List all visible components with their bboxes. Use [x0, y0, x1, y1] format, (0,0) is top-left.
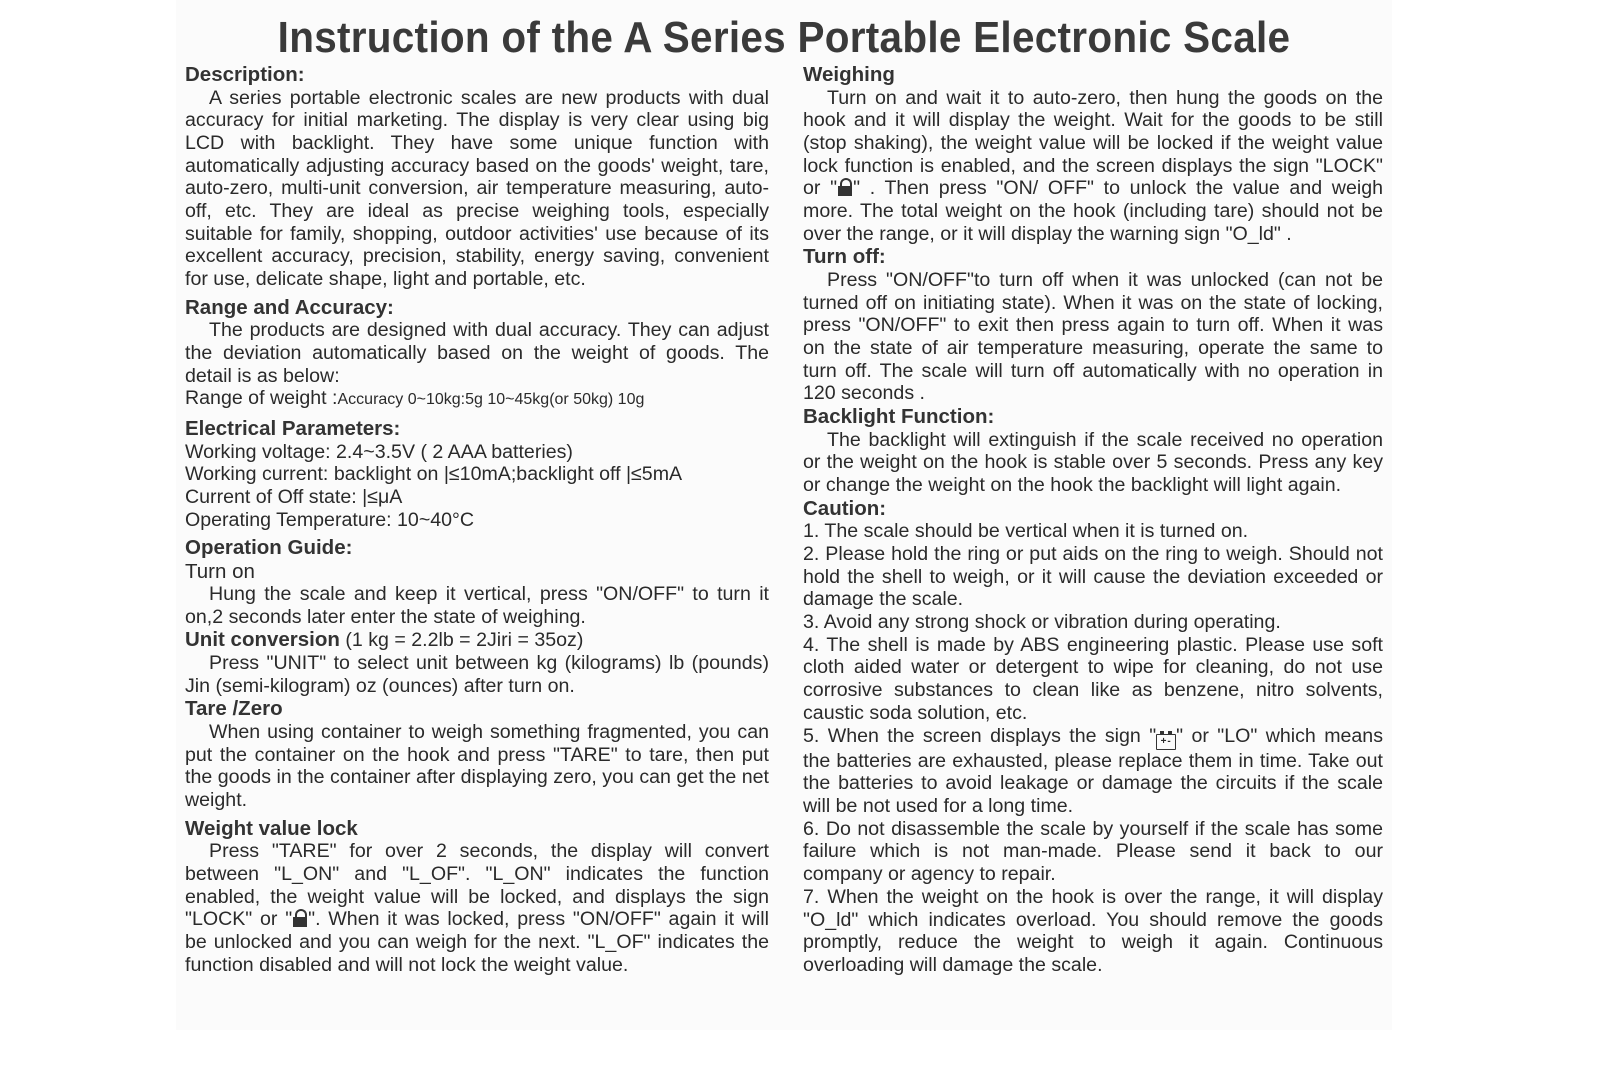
heading-turn-off: Turn off:	[803, 245, 886, 269]
weighing-text-b: " . Then press "ON/ OFF" to unlock the value and weigh more. The total weight on the hook (including tare) should not be over the range, or it will display the warning sign "O_ld" .	[803, 177, 1383, 245]
heading-caution: Caution:	[803, 496, 887, 520]
section-weighing	[803, 63, 1383, 245]
section-range-accuracy	[185, 296, 769, 412]
electrical-line: Working current: backlight on |≤10mA;backlight off |≤5mA	[185, 463, 683, 486]
section-electrical	[185, 417, 769, 531]
battery-icon-text: +-	[1160, 735, 1172, 747]
range-accuracy-text: The products are designed with dual accuracy. They can adjust the deviation automatically based on the weight of goods. The detail is as below:	[185, 319, 769, 387]
section-operation-guide	[185, 536, 769, 976]
right-column	[803, 63, 1383, 977]
subheading-unit-conversion: Unit conversion	[185, 628, 340, 652]
document-title: Instruction of the A Series Portable Electronic Scale	[277, 13, 1291, 62]
caution-item: 2. Please hold the ring or put aids on the ring to weigh. Should not hold the shell to weigh, or it will cause the deviation exceeded or damage the scale.	[803, 542, 1383, 611]
caution-item: 6. Do not disassemble the scale by yourself if the scale has some failure which is not man-made. Please send it back to our company or agency to repair.	[803, 817, 1383, 886]
caution-item: 1. The scale should be vertical when it is turned on.	[803, 520, 1249, 543]
electrical-line: Working voltage: 2.4~3.5V ( 2 AAA batteries)	[185, 440, 573, 463]
caution-item: 3. Avoid any strong shock or vibration during operating.	[803, 611, 1281, 634]
turn-on-text: Hung the scale and keep it vertical, press "ON/OFF" to turn it on,2 seconds later enter the state of weighing.	[185, 582, 769, 628]
heading-range-accuracy: Range and Accuracy:	[185, 295, 394, 319]
subheading-turn-on: Turn on	[185, 559, 255, 583]
section-backlight	[803, 405, 1383, 497]
electrical-line: Current of Off state: |≤μA	[185, 486, 403, 509]
subheading-weight-lock: Weight value lock	[185, 816, 358, 840]
heading-operation-guide: Operation Guide:	[185, 536, 353, 560]
caution-item5-a: 5. When the screen displays the sign "	[803, 724, 1157, 747]
left-column	[185, 63, 769, 977]
weight-lock-text-a: Press "TARE" for over 2 seconds, the display will convert between "L_ON" and "L_OF". "L_ON" indicates the function enabled, the weight value will be locked, and displays the sign "LOCK" or "	[185, 840, 769, 931]
caution-item: 7. When the weight on the hook is over the range, it will display "O_ld" which indicates overload. You should remove the goods promptly, reduce the weight to weigh it again. Continuous overloading will damage the scale.	[803, 885, 1383, 976]
lock-icon	[292, 909, 308, 927]
caution-item: 4. The shell is made by ABS engineering plastic. Please use soft cloth aided water or detergent to wipe for cleaning, do not use corrosive substances to clean like as benzene, nitro solvents, caustic soda solution, etc.	[803, 633, 1383, 724]
weight-lock-text	[185, 840, 769, 976]
weight-lock-text-b: ". When it was locked, press "ON/OFF" again it will be unlocked and you can weigh for the next. "L_OF" indicates the function disabled and will not lock the weight value.	[185, 908, 769, 976]
section-description	[185, 63, 769, 291]
caution-item5-b: " or "LO" which means the batteries are exhausted, please replace them in time. Take out the batteries to avoid leakage or damage the circuits if the scale will be not used for a long time.	[803, 724, 1384, 817]
tare-zero-text: When using container to weigh something fragmented, you can put the container on the hook and press "TARE" to tare, then put the goods in the container after displaying zero, you can get the net weight.	[185, 720, 769, 812]
range-value: Accuracy 0~10kg:5g 10~45kg(or 50kg) 10g	[337, 391, 645, 409]
section-caution	[803, 497, 1383, 977]
heading-backlight: Backlight Function:	[803, 405, 995, 429]
section-turn-off	[803, 245, 1383, 405]
weighing-text	[803, 87, 1383, 246]
heading-weighing: Weighing	[803, 63, 895, 86]
unit-conversion-line	[185, 628, 769, 652]
electrical-line: Operating Temperature: 10~40°C	[185, 508, 475, 531]
battery-icon	[1156, 734, 1176, 750]
unit-conversion-text: Press "UNIT" to select unit between kg (kilograms) lb (pounds) Jin (semi-kilogram) oz (ounces) after turn on.	[185, 652, 769, 697]
range-of-weight	[185, 387, 769, 412]
heading-description: Description:	[185, 63, 305, 86]
weighing-text-a: Turn on and wait it to auto-zero, then hung the goods on the hook and it will display the weight. Wait for the goods to be still (stop shaking), the weight value will be locked if the weight value lock function is enabled, and the screen displays the sign "LOCK" or "	[803, 86, 1383, 200]
unit-conversion-formula: (1 kg = 2.2lb = 2Jiri = 35oz)	[339, 629, 584, 652]
backlight-text: The backlight will extinguish if the scale received no operation or the weight on the hook is stable over 5 seconds. Press any key or change the weight on the hook the backlight will light again.	[803, 428, 1383, 497]
subheading-tare-zero: Tare /Zero	[185, 697, 283, 721]
lock-icon	[837, 178, 853, 196]
range-label: Range of weight :	[185, 387, 338, 410]
description-text: A series portable electronic scales are new products with dual accuracy for initial marketing. The display is very clear using big LCD with backlight. They have some unique function with automatically adjusting accuracy based on the goods' weight, tare, auto-zero, multi-unit conversion, air temperature measuring, auto-off, etc. They are ideal as precise weighing tools, especially suitable for family, shopping, outdoor activities' use because of its excellent accuracy, precision, stability, energy saving, convenient for use, delicate shape, light and portable, etc.	[185, 86, 769, 291]
caution-item	[803, 725, 1383, 818]
heading-electrical: Electrical Parameters:	[185, 417, 401, 441]
turn-off-text: Press "ON/OFF"to turn off when it was unlocked (can not be turned off on initiating state). When it was on the state of locking, press "ON/OFF" to exit then press again to turn off. When it was on the state of air temperature measuring, operate the same to turn off. The scale will turn off automatically with no operation in 120 seconds .	[803, 268, 1383, 405]
